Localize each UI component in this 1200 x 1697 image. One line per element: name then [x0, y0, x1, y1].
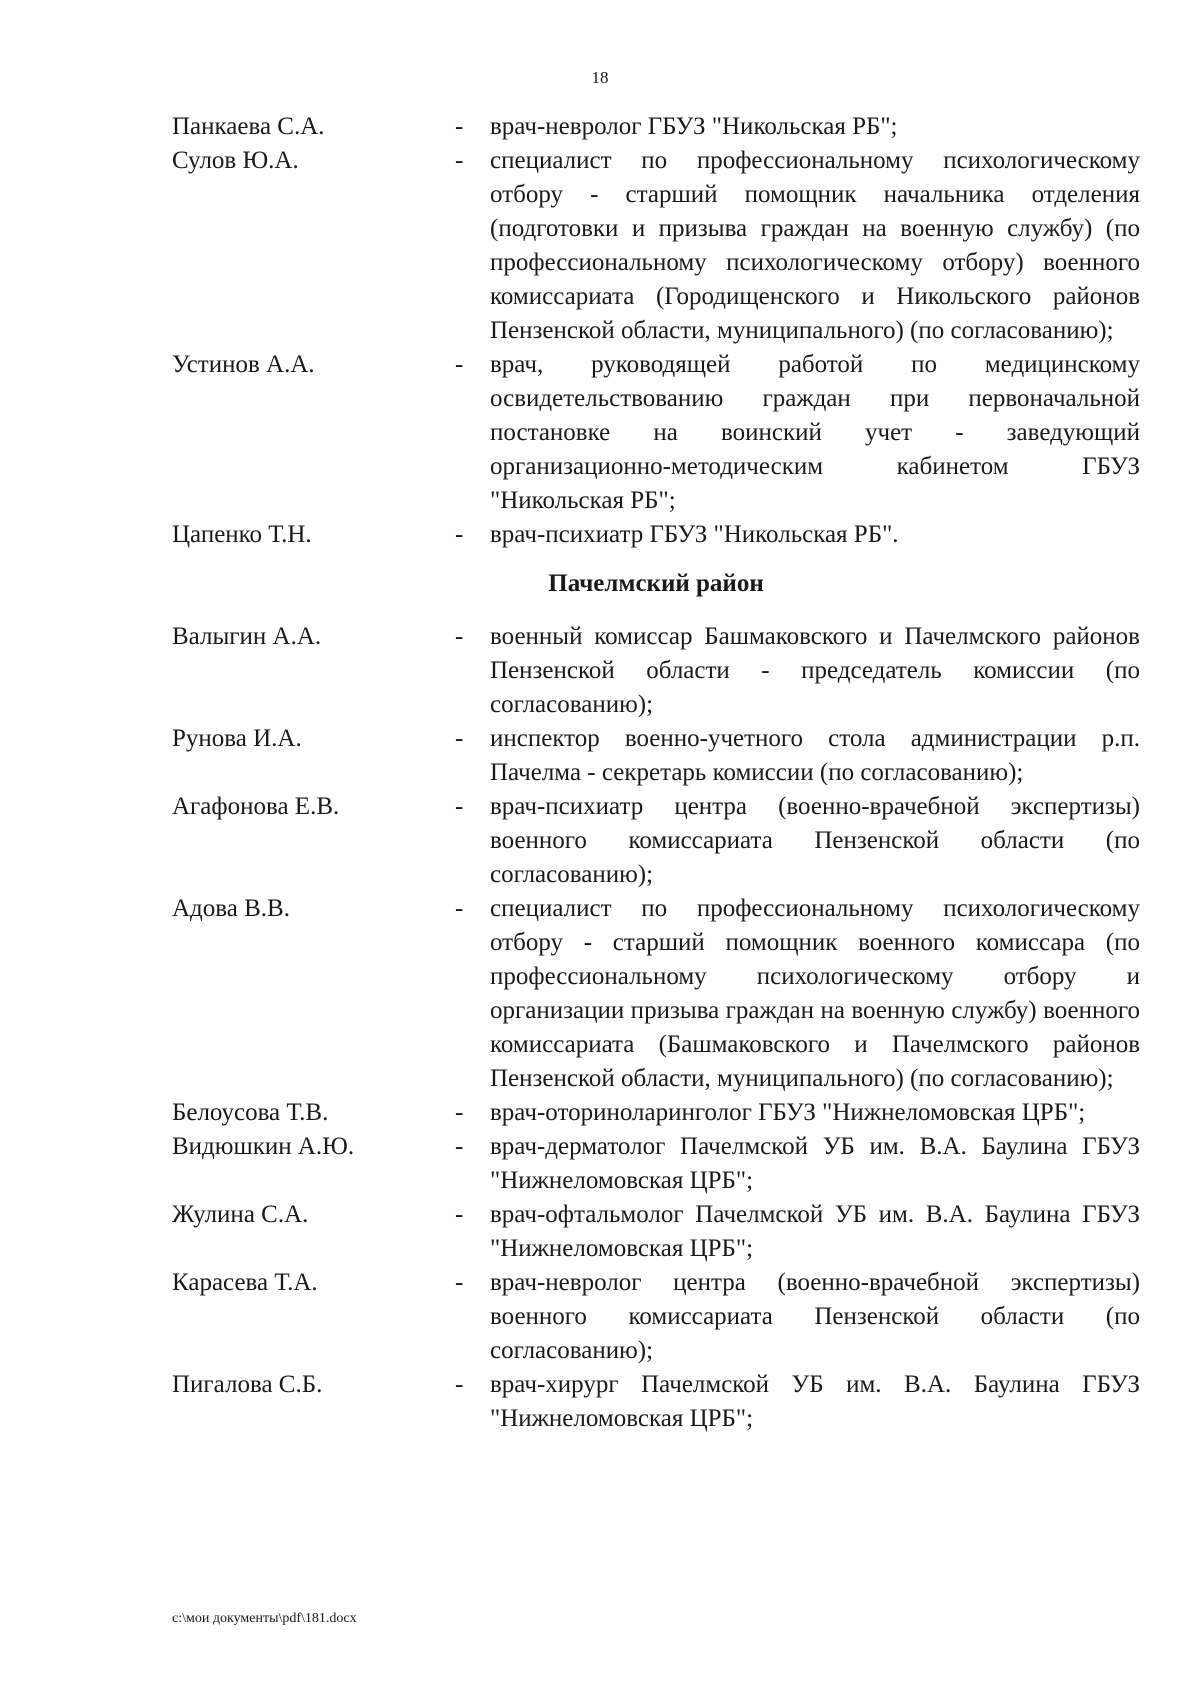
entry-dash: - [455, 895, 464, 922]
member-description: инспектор военно-учетного стола администрации р.п. Пачелма - секретарь комиссии (по согласованию); [490, 725, 1140, 786]
member-entry [172, 110, 1140, 144]
member-description: врач-психиатр центра (военно-врачебной экспертизы) военного комиссариата Пензенской области (по согласованию); [490, 793, 1140, 888]
entry-dash: - [455, 1201, 464, 1228]
page-number: 18 [591, 68, 609, 87]
member-name: Цапенко Т.Н. [172, 521, 312, 548]
member-entry [172, 144, 1140, 348]
section-heading: Пачелмский район [548, 570, 764, 597]
member-entry [172, 1198, 1140, 1266]
entry-dash: - [455, 521, 464, 548]
entry-dash: - [455, 351, 464, 378]
entry-dash: - [455, 1371, 464, 1398]
member-name: Агафонова Е.В. [172, 793, 340, 820]
member-entry [172, 620, 1140, 722]
member-description: врач-дерматолог Пачелмской УБ им. В.А. Баулина ГБУЗ "Нижнеломовская ЦРБ"; [490, 1133, 1140, 1194]
member-description: врач-невролог центра (военно-врачебной экспертизы) военного комиссариата Пензенской области (по согласованию); [490, 1269, 1140, 1364]
section-pachelmsky [172, 620, 1140, 1436]
member-entry [172, 790, 1140, 892]
member-description: военный комиссар Башмаковского и Пачелмского районов Пензенской области - председатель комиссии (по согласованию); [490, 623, 1140, 718]
member-description: врач-невролог ГБУЗ "Никольская РБ"; [490, 113, 898, 140]
member-entry [172, 722, 1140, 790]
member-name: Адова В.В. [172, 895, 290, 922]
member-name: Видюшкин А.Ю. [172, 1133, 355, 1160]
member-entry [172, 1266, 1140, 1368]
member-entry [172, 1096, 1140, 1130]
member-name: Устинов А.А. [172, 351, 315, 378]
member-description: специалист по профессиональному психологическому отбору - старший помощник военного комиссара (по профессиональному психологическому отбору и организации призыва граждан на военную службу) военного комиссариата (Башмаковского и Пачелмского районов Пензенской области, муниципального) (по согласованию); [490, 895, 1140, 1092]
content-block [172, 110, 1140, 1436]
member-entry [172, 1368, 1140, 1436]
member-description: врач-оториноларинголог ГБУЗ "Нижнеломовская ЦРБ"; [490, 1099, 1086, 1126]
file-path-footer: c:\мои документы\pdf\181.docx [172, 1611, 357, 1626]
entry-dash: - [455, 113, 464, 140]
member-description: специалист по профессиональному психологическому отбору - старший помощник начальника отделения (подготовки и призыва граждан на военную службу) (по профессиональному психологическому отбору) военного комиссариата (Городищенского и Никольского районов Пензенской области, муниципального) (по согласованию); [490, 147, 1140, 344]
entry-dash: - [455, 1099, 464, 1126]
entry-dash: - [455, 1133, 464, 1160]
member-name: Карасева Т.А. [172, 1269, 318, 1296]
member-name: Рунова И.А. [172, 725, 302, 752]
entry-dash: - [455, 725, 464, 752]
member-name: Белоусова Т.В. [172, 1099, 329, 1126]
entry-dash: - [455, 1269, 464, 1296]
member-name: Сулов Ю.А. [172, 147, 299, 174]
entry-dash: - [455, 147, 464, 174]
member-entry [172, 892, 1140, 1096]
member-description: врач, руководящей работой по медицинскому освидетельствованию граждан при первоначальной постановке на воинский учет - заведующий организационно-методическим кабинетом ГБУЗ "Никольская РБ"; [490, 351, 1140, 514]
member-name: Валыгин А.А. [172, 623, 322, 650]
member-name: Панкаева С.А. [172, 113, 325, 140]
member-name: Пигалова С.Б. [172, 1371, 323, 1398]
member-entry [172, 518, 1140, 552]
member-description: врач-хирург Пачелмской УБ им. В.А. Баулина ГБУЗ "Нижнеломовская ЦРБ"; [490, 1371, 1140, 1432]
entry-dash: - [455, 623, 464, 650]
section-nikolsky [172, 110, 1140, 552]
member-entry [172, 348, 1140, 518]
member-name: Жулина С.А. [172, 1201, 309, 1228]
member-entry [172, 1130, 1140, 1198]
member-description: врач-офтальмолог Пачелмской УБ им. В.А. Баулина ГБУЗ "Нижнеломовская ЦРБ"; [490, 1201, 1140, 1262]
member-description: врач-психиатр ГБУЗ "Никольская РБ". [490, 521, 899, 548]
entry-dash: - [455, 793, 464, 820]
